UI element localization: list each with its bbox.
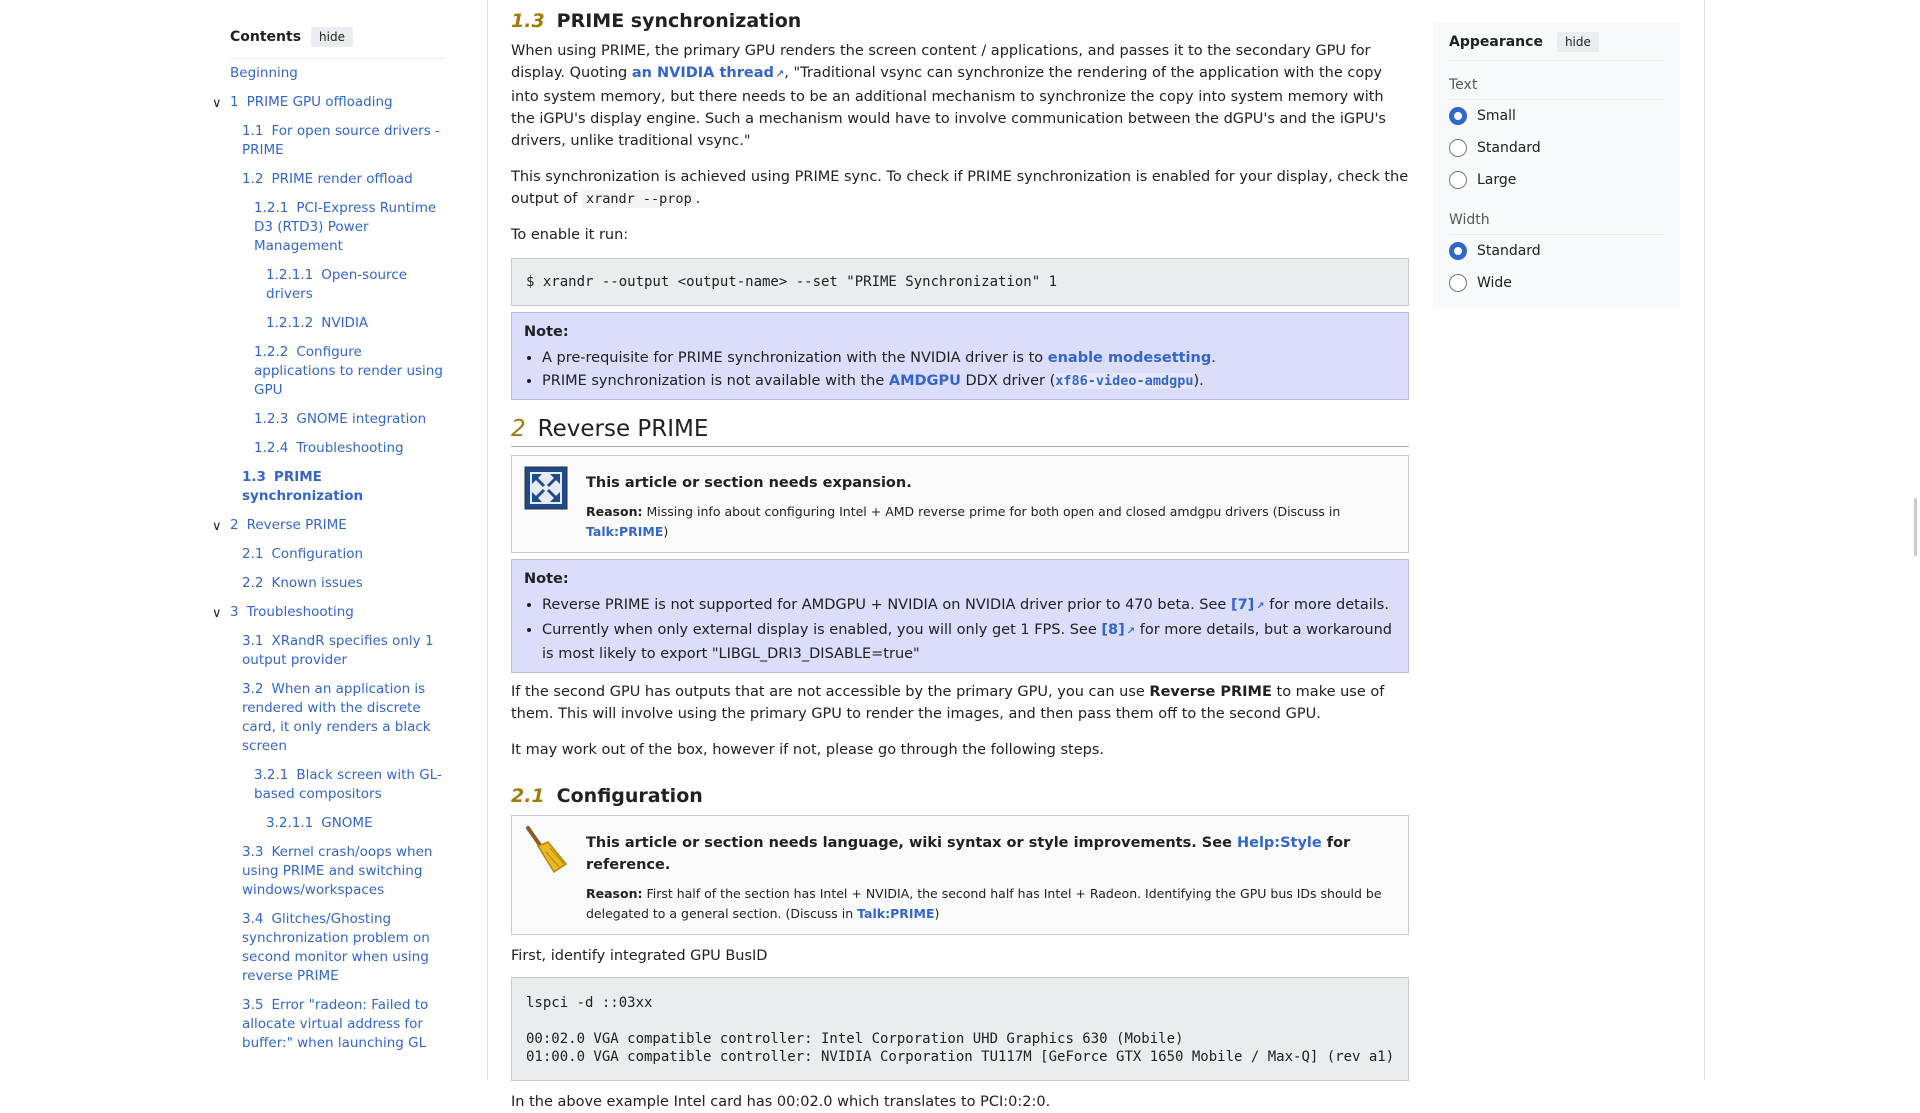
text: If the second GPU has outputs that are not accessible by the primary GPU, you can use [511,684,1150,700]
text-size-options [1449,100,1665,196]
note-box-sync [511,312,1409,400]
left-divider [487,0,488,1080]
toc-number: 3.3 [242,844,264,860]
toc-number: 1.2.1 [254,200,289,216]
toc-item[interactable] [230,463,445,511]
text: This synchronization is achieved using PRIME sync. To check if PRIME synchronization is enabled for your display, check the output of [511,169,1409,207]
text: for more details. [1264,597,1389,613]
expansion-reason [586,502,1396,542]
radio-button[interactable] [1449,139,1467,157]
text: . [695,191,701,207]
toc-number: 3.2.1.1 [266,815,314,831]
toc-link[interactable] [242,633,434,668]
toc-number: 1.2.1.2 [266,315,314,331]
code-block-lspci [511,977,1409,1081]
text: Currently when only external display is enabled, you will only get 1 FPS. See [542,622,1102,638]
toc-number: 1.2 [242,171,264,187]
radio-option[interactable] [1449,132,1665,164]
toc-header [230,20,445,59]
paragraph-reverse-prime [511,681,1409,725]
radio-label: Wide [1477,275,1512,291]
toc-link[interactable] [266,815,373,831]
paragraph-prime-sync [511,166,1409,210]
table-of-contents [212,20,445,1060]
text: When using PRIME, the primary GPU renders the screen content / applications, and passes it to the secondary GPU for display. Quoting [511,43,1371,81]
toc-link[interactable] [230,517,347,533]
toc-item[interactable] [230,905,445,991]
toc-link[interactable] [242,681,431,754]
toc-label: PRIME render offload [271,171,413,187]
toc-number: 3 [230,604,239,620]
toc-label: Troubleshooting [296,440,404,456]
text: First half of the section has Intel + NVIDIA, the second half has Intel + Radeon. Identifying the GPU bus IDs should be delegated to a general section. (Discuss in [586,886,1382,921]
toc-label: Black screen with GL-based compositors [254,767,442,802]
toc-item[interactable] [230,761,445,809]
toc-number: 3.5 [242,997,264,1013]
text: DDX driver ( [960,373,1056,389]
chevron-down-icon[interactable]: ∨ [212,606,222,621]
broom-icon [524,826,568,874]
help-style-link[interactable]: Help:Style [1236,835,1322,851]
toc-item[interactable] [230,117,445,165]
text: A pre-requisite for PRIME synchronization with the NVIDIA driver is to [542,350,1048,366]
expand-icon [524,466,568,510]
toc-item[interactable] [230,540,445,569]
toc-label: NVIDIA [321,315,369,331]
toc-link[interactable] [254,767,442,802]
radio-option[interactable] [1449,100,1665,132]
toc-item[interactable] [212,598,445,627]
toc-label: For open source drivers - PRIME [242,123,440,158]
toc-number: 2.2 [242,575,264,591]
appearance-panel [1433,22,1680,309]
paragraph-intel-card: In the above example Intel card has 00:02.0 which translates to PCI:0:2:0. [511,1094,1051,1110]
toc-number: 3.1 [242,633,264,649]
reference-7-link[interactable]: [7] ↗ [1231,597,1265,613]
section-heading-2-1 [511,785,1409,807]
toc-number: 2.1 [242,546,264,562]
toc-list [212,59,445,1058]
toc-label: GNOME [321,815,373,831]
toc-label: Known issues [271,575,363,591]
text: Missing info about configuring Intel + AMD reverse prime for both open and closed amdgpu drivers (Discuss in [642,504,1341,519]
nvidia-thread-link[interactable]: an NVIDIA thread ↗ [632,65,784,81]
toc-number: 3.4 [242,911,264,927]
paragraph-steps: It may work out of the box, however if not, please go through the following steps. [511,742,1104,758]
section-heading-2 [511,418,1409,447]
text: ). [1193,373,1204,389]
inline-code-xrandr-prop: xrandr --prop [582,190,696,208]
chevron-down-icon[interactable]: ∨ [212,96,222,111]
section-title: PRIME synchronization [556,10,802,32]
section-heading-1-3 [511,10,1409,32]
toc-link[interactable] [242,171,413,187]
width-label: Width [1449,212,1665,235]
code-output-line: 00:02.0 VGA compatible controller: Intel Corporation UHD Graphics 630 (Mobile) [526,1031,1184,1047]
section-title: Reverse PRIME [537,416,709,442]
chevron-down-icon[interactable]: ∨ [212,519,222,534]
toc-item[interactable] [230,309,445,338]
toc-label: GNOME integration [296,411,427,427]
toc-number: 1.2.1.1 [266,267,314,283]
appearance-title: Appearance [1449,34,1543,50]
toc-link[interactable] [254,411,426,427]
text-size-label: Text [1449,77,1665,100]
toc-number: 3.2.1 [254,767,289,783]
toc-label: Error "radeon: Failed to allocate virtual address for buffer:" when launching GL [242,997,429,1051]
toc-item[interactable] [212,88,445,117]
appearance-hide-button[interactable]: hide [1557,32,1599,52]
section-number: 2 [511,416,526,442]
toc-label: Kernel crash/oops when using PRIME and switching windows/workspaces [242,844,433,898]
toc-number: 1.2.4 [254,440,289,456]
toc-hide-button[interactable]: hide [311,27,353,47]
note-title: Note: [524,571,569,587]
text: This article or section needs language, wiki syntax or style improvements. See [586,835,1237,851]
code-command: lspci -d ::03xx [526,995,653,1011]
text: PRIME synchronization is not available with the [542,373,889,389]
toc-link[interactable] [242,123,440,158]
toc-item[interactable] [230,569,445,598]
enable-modesetting-link[interactable]: enable modesetting [1047,350,1212,366]
right-divider [1704,0,1705,1080]
talk-prime-link[interactable]: Talk:PRIME [586,524,664,539]
style-notice [511,815,1409,935]
toc-item[interactable] [230,991,445,1058]
toc-label: PCI-Express Runtime D3 (RTD3) Power Management [254,200,437,254]
toc-label: XRandR specifies only 1 output provider [242,633,434,668]
xf86-video-amdgpu-link[interactable]: xf86-video-amdgpu [1055,373,1194,389]
toc-link[interactable] [230,94,393,110]
toc-link[interactable] [266,267,407,302]
toc-item[interactable] [230,194,445,261]
section-number: 2.1 [511,785,545,807]
text: ) [934,906,940,921]
toc-item[interactable] [230,261,445,309]
bold-term: Reverse PRIME [1149,684,1272,700]
toc-link[interactable] [242,997,428,1051]
toc-item[interactable] [230,675,445,761]
toc-label: Glitches/Ghosting synchronization problem on second monitor when using reverse PRIME [242,911,430,984]
radio-label: Standard [1477,243,1541,259]
toc-label: Troubleshooting [246,604,354,620]
toc-number: 1 [230,94,239,110]
radio-button[interactable] [1449,242,1467,260]
width-options [1449,235,1665,299]
toc-label: Configure applications to render using GPU [254,344,443,398]
text: Reverse PRIME is not supported for AMDGPU + NVIDIA on NVIDIA driver prior to 470 beta. See [542,597,1231,613]
toc-number: 1.2.3 [254,411,289,427]
list-item [542,594,1396,618]
toc-link[interactable] [242,844,432,898]
toc-link[interactable] [242,546,363,562]
toc-item[interactable] [230,838,445,905]
text: for more details, but a workaround is most likely to export "LIBGL_DRI3_DISABLE=true" [542,622,1392,662]
toc-link[interactable] [242,575,363,591]
toc-item[interactable] [212,511,445,540]
style-title [586,832,1396,876]
toc-item[interactable] [230,627,445,675]
reason-label: Reason: [586,504,643,519]
amdgpu-link[interactable]: AMDGPU [888,373,961,389]
toc-label: PRIME synchronization [242,469,364,504]
code-block-xrandr: $ xrandr --output <output-name> --set "PRIME Synchronization" 1 [511,258,1409,306]
toc-label: PRIME GPU offloading [246,94,393,110]
toc-number: 1.1 [242,123,264,139]
text: ) [663,524,669,539]
expansion-title: This article or section needs expansion. [586,475,912,491]
toc-label: Beginning [230,65,298,81]
list-item [542,370,1396,392]
text: for reference. [586,835,1351,873]
list-item [542,347,1396,369]
expansion-notice [511,455,1409,553]
paragraph-busid: First, identify integrated GPU BusID [511,948,768,964]
toc-label: When an application is rendered with the discrete card, it only renders a black screen [242,681,431,754]
note-box-reverse [511,559,1409,673]
paragraph-prime-intro [511,40,1409,152]
radio-option[interactable] [1449,235,1665,267]
toc-number: 3.2 [242,681,264,697]
radio-label: Standard [1477,140,1541,156]
toc-item[interactable] [230,338,445,405]
radio-button[interactable] [1449,171,1467,189]
toc-link[interactable] [254,200,436,254]
radio-button[interactable] [1449,107,1467,125]
toc-link[interactable] [254,344,443,398]
text: , "Traditional vsync can synchronize the rendering of the application with the copy into system memory, but there needs to be an additional mechanism to synchronize the copy into system memory with the iGPU's display engine. Such a mechanism would have to involve communication between the dGPU's and the iGPU's drivers, unlike traditional vsync." [511,65,1386,149]
toc-link[interactable] [230,65,298,81]
radio-option[interactable] [1449,267,1665,299]
radio-button[interactable] [1449,274,1467,292]
article-content [511,0,1409,1113]
toc-label: Reverse PRIME [246,517,347,533]
toc-link[interactable] [266,315,368,331]
note-title: Note: [524,324,569,340]
section-number: 1.3 [511,10,545,32]
toc-label: Open-source drivers [266,267,407,302]
toc-number: 1.3 [242,469,266,485]
toc-link[interactable] [242,911,430,984]
code-output-line: 01:00.0 VGA compatible controller: NVIDIA Corporation TU117M [GeForce GTX 1650 Mobile / Max-Q] (rev a1) [526,1049,1395,1065]
toc-label: Configuration [271,546,364,562]
toc-item[interactable] [230,59,445,88]
radio-label: Small [1477,108,1516,124]
reason-label: Reason: [586,886,643,901]
toc-item[interactable] [230,165,445,194]
toc-link[interactable] [254,440,404,456]
text: to make use of them. This will involve using the primary GPU to render the images, and then pass them off to the second GPU. [511,684,1385,722]
text: . [1211,350,1216,366]
section-title: Configuration [556,785,703,807]
toc-title: Contents [230,29,302,45]
toc-link[interactable] [230,604,354,620]
reference-8-link[interactable]: [8] ↗ [1101,622,1135,638]
toc-item[interactable] [230,405,445,434]
toc-item[interactable] [230,809,445,838]
radio-label: Large [1477,172,1517,188]
toc-number: 1.2.2 [254,344,289,360]
style-reason [586,884,1396,924]
paragraph-enable: To enable it run: [511,227,629,243]
list-item [542,619,1396,665]
toc-item[interactable] [230,434,445,463]
talk-prime-link[interactable]: Talk:PRIME [857,906,935,921]
toc-number: 2 [230,517,239,533]
toc-link[interactable] [242,469,363,504]
radio-option[interactable] [1449,164,1665,196]
appearance-header [1449,28,1665,61]
scrollbar-thumb[interactable] [1914,498,1917,556]
